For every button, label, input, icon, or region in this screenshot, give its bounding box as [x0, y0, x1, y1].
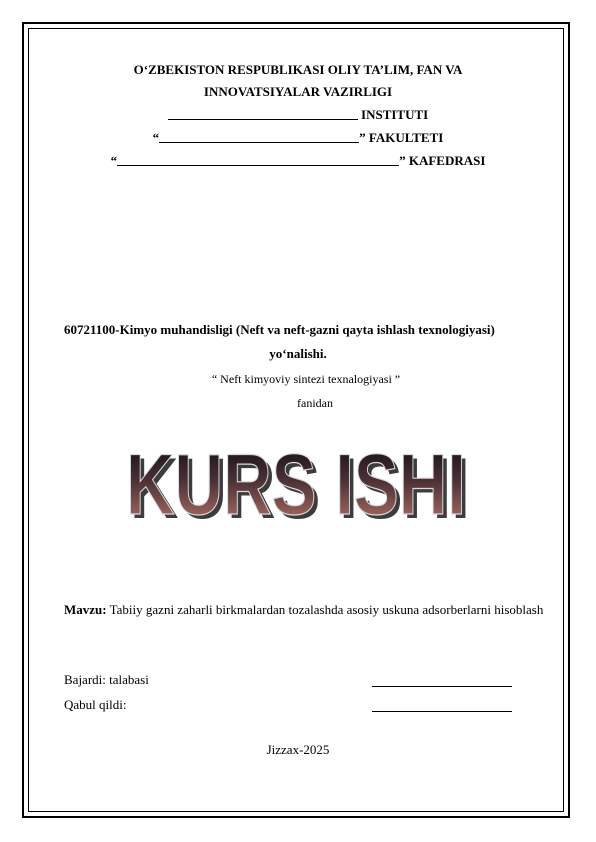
subject-suffix: fanidan — [297, 396, 333, 410]
topic-label: Mavzu: — [64, 602, 107, 617]
department-open-quote: “ — [110, 153, 118, 168]
kurs-ishi-wordart — [116, 430, 480, 530]
institute-line — [0, 107, 596, 123]
ministry-line-2: INNOVATSIYALAR VAZIRLIGI — [203, 84, 393, 99]
department-label: ” KAFEDRASI — [399, 153, 486, 168]
faculty-open-quote: “ — [152, 130, 160, 145]
kurs-ishi-title: KURS ISHI — [126, 437, 466, 530]
topic-text: Tabiiy gazni zaharli birkmalardan tozalashda asosiy uskuna adsorberlarni hisoblash — [106, 602, 544, 617]
department-blank — [117, 153, 399, 166]
kurs-ishi-shadow: KURS ISHI — [130, 441, 470, 530]
accepted-by-label: Qabul qildi: — [64, 697, 127, 712]
subject-name: “ Neft kimyoviy sintezi texnalogiyasi ” — [211, 372, 401, 386]
faculty-line — [0, 130, 596, 146]
study-direction-suffix: yo‘nalishi. — [269, 346, 327, 361]
accepted-by-signature-line — [372, 710, 512, 712]
study-direction: 60721100-Kimyo muhandisligi (Neft va neft-gazni qayta ishlash texnologiyasi) — [64, 322, 495, 337]
performed-by-label: Bajardi: talabasi — [64, 672, 149, 687]
department-line — [0, 153, 596, 169]
ministry-line-1: O‘ZBEKISTON RESPUBLIKASI OLIY TA’LIM, FAN VA — [133, 62, 463, 77]
performed-by-signature-line — [372, 685, 512, 687]
topic-paragraph — [64, 598, 544, 621]
city-year: Jizzax-2025 — [266, 742, 330, 757]
institute-label: INSTITUTI — [361, 107, 429, 122]
institute-blank — [168, 107, 358, 120]
faculty-label: ” FAKULTETI — [359, 130, 444, 145]
faculty-blank — [159, 130, 359, 143]
